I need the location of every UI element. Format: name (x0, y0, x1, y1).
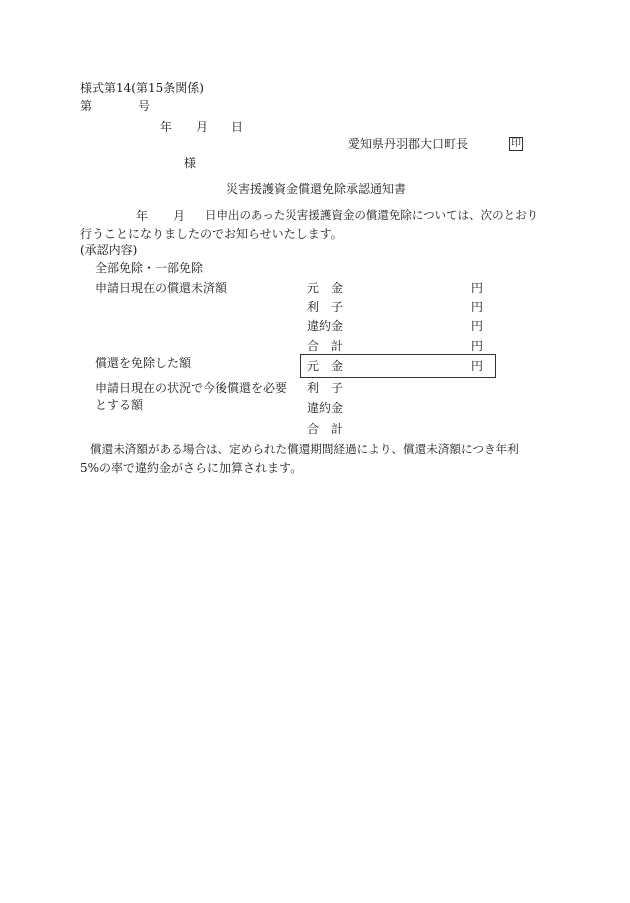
item-unit: 円 (471, 319, 484, 333)
item-total: 合 計 (307, 422, 344, 436)
item-unit: 円 (471, 300, 484, 314)
form-number: 様式第14(第15条関係) (80, 81, 204, 95)
date-year: 年 (160, 120, 173, 134)
section-unpaid-label: 申請日現在の償還未済額 (95, 281, 228, 295)
recipient-honorific: 様 (184, 156, 197, 170)
item-interest: 利 子 (307, 381, 344, 395)
document-title: 災害援護資金償還免除承認通知書 (226, 182, 407, 196)
item-principal: 元 金 (307, 281, 344, 295)
body-year: 年 (136, 209, 149, 223)
item-penalty: 違約金 (307, 401, 344, 415)
item-interest: 利 子 (307, 300, 344, 314)
note-line-1: 償還未済額がある場合は、定められた償還期間経過により、償還未済額につき年利 (90, 442, 519, 456)
date-month: 月 (196, 120, 209, 134)
approval-scope: 全部免除・一部免除 (95, 261, 204, 275)
body-line-1: 日申出のあった災害援護資金の償還免除については、次のとおり (205, 208, 539, 222)
seal-mark: 印 (511, 138, 521, 149)
item-penalty: 違約金 (307, 319, 344, 333)
item-unit: 円 (471, 339, 484, 353)
section-remaining-label-cont: とする額 (95, 398, 144, 412)
section-exempted-label: 償還を免除した額 (95, 356, 192, 370)
issuer-name: 愛知県丹羽郡大口町長 (348, 137, 469, 151)
date-day: 日 (231, 120, 244, 134)
body-line-2: 行うことになりましたのでお知らせいたします。 (80, 227, 343, 241)
approval-heading: (承認内容) (80, 243, 138, 257)
item-unit: 円 (471, 359, 484, 373)
number-prefix: 第 (80, 99, 93, 113)
note-line-2: 5%の率で違約金がさらに加算されます。 (80, 461, 303, 475)
item-principal: 元 金 (307, 359, 344, 373)
number-suffix: 号 (138, 99, 151, 113)
section-remaining-label: 申請日現在の状況で今後償還を必要 (95, 381, 288, 395)
item-unit: 円 (471, 281, 484, 295)
item-total: 合 計 (307, 339, 344, 353)
body-month: 月 (173, 209, 186, 223)
